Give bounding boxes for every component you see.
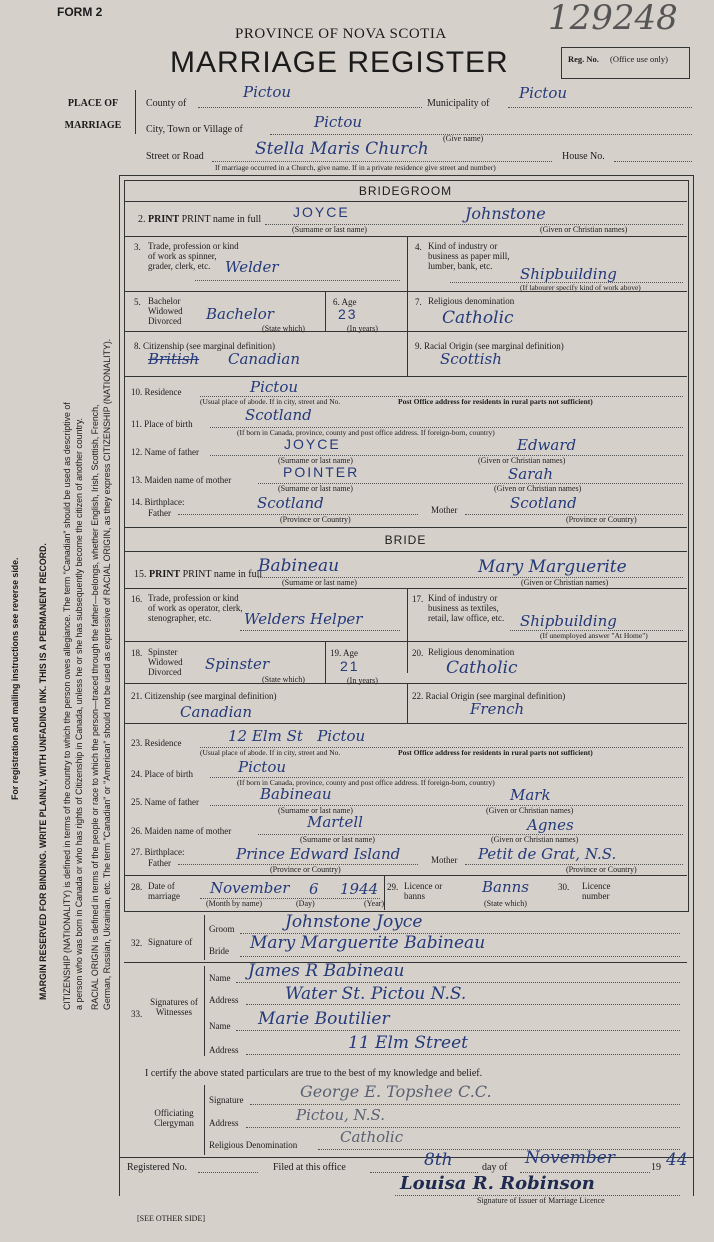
day-of-label: day of [482,1162,508,1173]
give-name-caption: (Give name) [443,134,484,143]
bride-status: Spinster [205,655,270,673]
margin-text-3: CITIZENSHIP (NATIONALITY) is defined in terms of the country to which the person owes allegiance. The term "Canadian" should be used as descriptive of [62,402,72,1010]
bride-age-label: 19. Age [330,648,359,658]
groom-trade: Welder [225,258,279,276]
groom-citizenship: Canadian [228,350,301,368]
w1-address: Water St. Pictou N.S. [285,984,467,1004]
bride-mother-label: 26. Maiden name of mother [131,826,232,836]
clergy-address-label: Address [209,1118,239,1128]
bride-sig-label: Bride [209,946,229,956]
bride-father-surname: Babineau [260,785,332,803]
licence-caption: (State which) [484,899,527,908]
issuer-caption: Signature of Issuer of Marriage Licence [477,1196,605,1205]
filed-day: 8th [424,1150,453,1170]
field-20-num: 20. [412,648,424,658]
marriage-day-caption: (Day) [296,899,315,908]
bride-age-label-text: Age [343,648,359,658]
groom-industry-note: (If labourer specify kind of work above) [520,283,641,292]
filed-year: 44 [666,1150,688,1170]
groom-birthplace-note: (If born in Canada, province, county and post office address. If foreign-born, country) [237,428,495,437]
street-label: Street or Road [146,151,204,162]
bride-father-given-caption: (Given or Christian names) [486,806,574,815]
bride-bp-mother-word: Mother [431,855,458,865]
margin-text-5: RACIAL ORIGIN is defined in terms of the people or race to which the person—traced through the father—belongs, whether English, Irish, Scottish, French, [90,404,100,1010]
bride-birthplace: Pictou [238,758,287,776]
margin-text-6: German, Russian, Ukrainian, etc. The term "Canadian" or "American" should not be used as expressive of RACIAL ORIGIN, as they express CITIZENSHIP (NATIONALITY). [102,338,112,1010]
groom-birthplace-label: 11. Place of birth [131,419,193,429]
groom-given: Johnstone [465,204,546,223]
groom-birthplace-label-text: Place of birth [144,419,193,429]
bride-bp-father: Prince Edward Island [236,845,401,863]
groom-surname-caption: (Surname or last name) [292,225,367,234]
bride-surname-caption: (Surname or last name) [282,578,357,587]
groom-religion-label: Religious denomination [428,296,515,306]
groom-mother-label-text: Maiden name of mother [144,475,232,485]
groom-bp-father-caption: (Province or Country) [280,515,351,524]
bride-residence-note-b: Post Office address for residents in rural parts not sufficient) [398,748,593,757]
groom-mother-given-caption: (Given or Christian names) [494,484,582,493]
w2-name: Marie Boutilier [258,1009,390,1029]
bride-racial: French [470,700,525,718]
licence-value: Banns [482,878,529,896]
margin-text-1: For registration and mailing instructions see reverse side. [10,557,20,800]
groom-age: 23 [338,306,358,322]
bride-bp-label-text: Birthplace: [144,847,185,857]
groom-name-label: 2. PRINT PRINT name in full [138,214,262,225]
groom-industry: Shipbuilding [520,265,617,283]
clergy-religion: Catholic [340,1128,404,1146]
bride-residence-label-text: Residence [144,738,182,748]
groom-mother-given: Sarah [508,465,553,483]
bride-trade-label: Trade, profession or kind of work as operator, clerk, stenographer, etc. [148,593,243,623]
groom-surname: JOYCE [293,204,350,220]
bride-bp-father-caption: (Province or Country) [270,865,341,874]
groom-bp-mother-caption: (Province or Country) [566,515,637,524]
place-section-label: PLACE OF MARRIAGE [64,98,122,131]
groom-bp-mother-word: Mother [431,505,458,515]
groom-racial-label-text: Racial Origin (see marginal definition) [424,341,564,351]
groom-father-surname: JOYCE [284,436,341,452]
bride-religion: Catholic [446,658,518,678]
city-label: City, Town or Village of [146,124,243,135]
bride-given: Mary Marguerite [478,557,627,577]
bride-racial-label-text: Racial Origin (see marginal definition) [425,691,566,701]
marriage-day: 6 [309,880,319,898]
bride-racial-label: 22. Racial Origin (see marginal definition) [412,691,566,701]
groom-mother-surname: POINTER [283,464,360,480]
bride-father-given: Mark [510,786,551,804]
bride-given-caption: (Given or Christian names) [521,578,609,587]
groom-birthplace: Scotland [245,406,312,424]
city-value: Pictou [314,113,363,131]
serial-number: 129248 [548,0,678,38]
bride-name-label: 15. PRINT PRINT name in full [134,569,263,580]
marriage-month: November [210,879,290,897]
w1-name-label: Name [209,973,231,983]
bride-name-label-text: PRINT name in full [182,569,263,580]
bride-industry: Shipbuilding [520,612,617,630]
bride-birthplace-note: (If born in Canada, province, county and post office address. If foreign-born, country) [237,778,495,787]
bride-residence-note: (Usual place of abode. If in city, street and No. [200,748,341,757]
groom-father-label: 12. Name of father [131,447,199,457]
clergy-signature: George E. Topshee C.C. [300,1082,492,1101]
groom-bp-label: 14. Birthplace: [131,497,185,507]
groom-status-label: Bachelor Widowed Divorced [148,296,183,326]
groom-bp-father-word: Father [148,508,171,518]
bride-surname: Babineau [258,556,340,576]
reg-no-note: (Office use only) [610,54,668,64]
filed-label: Filed at this office [273,1162,346,1173]
clergy-signature-label: Signature [209,1095,244,1105]
bride-father-label-text: Name of father [144,797,199,807]
bride-birthplace-label-text: Place of birth [144,769,193,779]
bride-mother-label-text: Maiden name of mother [144,826,232,836]
groom-father-given: Edward [517,436,577,454]
bride-signature: Mary Marguerite Babineau [250,933,486,953]
field-30-num: 30. [558,882,570,892]
groom-racial-label: 9. Racial Origin (see marginal definition) [415,341,564,351]
form-number: FORM 2 [57,5,103,19]
groom-father-label-text: Name of father [144,447,199,457]
field-33-num: 33. [131,1009,143,1019]
reg-no-label: Reg. No. [568,54,599,64]
groom-status: Bachelor [206,305,274,323]
bride-citizenship: Canadian [180,703,253,721]
groom-mother-surname-caption: (Surname or last name) [278,484,353,493]
field-3-num: 3. [134,242,141,252]
bride-father-surname-caption: (Surname or last name) [278,806,353,815]
groom-father-given-caption: (Given or Christian names) [478,456,566,465]
bride-residence-label: 23. Residence [131,738,182,748]
municipality-value: Pictou [519,84,568,102]
clergy-religion-label: Religious Denomination [209,1140,298,1150]
registered-label: Registered No. [127,1162,187,1173]
reg-no-box [561,47,690,79]
bride-bp-mother-caption: (Province or Country) [566,865,637,874]
groom-religion: Catholic [442,308,514,328]
bride-bp-father-word: Father [148,858,171,868]
w2-address-label: Address [209,1045,239,1055]
bride-mother-surname-caption: (Surname or last name) [300,835,375,844]
bride-status-caption: (State which) [262,675,305,684]
county-label: County of [146,98,187,109]
groom-status-caption: (State which) [262,324,305,333]
w2-name-label: Name [209,1021,231,1031]
licence-label: Licence or banns [404,881,443,901]
field-32-num: 32. [131,938,143,948]
witnesses-label: Signatures of Witnesses [150,997,198,1017]
groom-residence-label-text: Residence [144,387,182,397]
groom-signature: Johnstone Joyce [285,912,423,932]
groom-name-label-text: PRINT name in full [181,214,262,225]
bride-birthplace-label: 24. Place of birth [131,769,193,779]
street-value: Stella Maris Church [255,139,429,159]
groom-residence-note: (Usual place of abode. If in city, street and No. [200,397,341,406]
province-heading: PROVINCE OF NOVA SCOTIA [235,26,447,42]
filed-month: November [525,1148,615,1168]
groom-bp-father: Scotland [257,494,324,512]
groom-age-label: 6. Age [333,297,357,307]
licence-number-label: Licence number [582,881,611,901]
w1-name: James R Babineau [248,961,405,981]
bride-bp-mother: Petit de Grat, N.S. [478,845,617,863]
page-title: MARRIAGE REGISTER [170,46,509,79]
margin-text-4: a person who was born in Canada or who has rights of Citizenship in Canada, unless he or she has subsequently become the citizen of another country. [74,417,84,1010]
issuer-signature: Louisa R. Robinson [400,1173,595,1194]
groom-citizenship-struck: British [148,350,200,368]
groom-age-caption: (In years) [347,324,378,333]
bride-father-label: 25. Name of father [131,797,199,807]
municipality-label: Municipality of [427,98,490,109]
signature-of-label: Signature of [148,937,193,947]
clergy-address: Pictou, N.S. [296,1106,385,1124]
marriage-month-caption: (Month by name) [206,899,262,908]
bride-citizenship-label: 21. Citizenship (see marginal definition) [131,691,277,701]
groom-citizenship-label-text: Citizenship (see marginal definition) [143,341,276,351]
field-28-num: 28. [131,882,143,892]
see-other-side: [SEE OTHER SIDE] [137,1214,205,1223]
bride-trade: Welders Helper [244,610,363,628]
w1-address-label: Address [209,995,239,1005]
house-label: House No. [562,151,605,162]
groom-mother-label: 13. Maiden name of mother [131,475,232,485]
clergy-label: Officiating Clergyman [154,1108,194,1128]
bride-citizenship-label-text: Citizenship (see marginal definition) [144,691,277,701]
certify-text: I certify the above stated particulars are true to the best of my knowledge and belief. [145,1068,483,1079]
bride-mother-given: Agnes [527,816,574,834]
margin-text-2: MARGIN RESERVED FOR BINDING. WRITE PLAINLY, WITH UNFADING INK. THIS IS A PERMANENT RECORD. [38,543,48,1000]
place-note: If marriage occurred in a Church, give name. If in a private residence give street and number) [215,163,496,172]
groom-given-caption: (Given or Christian names) [540,225,628,234]
groom-residence-label: 10. Residence [131,387,182,397]
field-18-num: 18. [131,648,143,658]
marriage-year-caption: (Year) [364,899,385,908]
bride-bp-label: 27. Birthplace: [131,847,185,857]
bride-religion-label: Religious denomination [428,647,515,657]
field-16-num: 16. [131,594,143,604]
groom-trade-label: Trade, profession or kind of work as spinner, grader, clerk, etc. [148,241,239,271]
bride-mother-given-caption: (Given or Christian names) [491,835,579,844]
w2-address: 11 Elm Street [348,1033,468,1053]
groom-racial: Scottish [440,350,502,368]
groom-sig-label: Groom [209,924,235,934]
bride-age-caption: (In years) [347,676,378,685]
bride-heading: BRIDE [384,533,427,547]
field-29-num: 29. [387,882,399,892]
bridegroom-heading: BRIDEGROOM [358,184,453,198]
bride-age: 21 [340,658,360,674]
field-4-num: 4. [415,242,422,252]
bride-status-label: Spinster Widowed Divorced [148,647,183,677]
groom-age-label-text: Age [341,297,357,307]
year-prefix: 19 [651,1162,661,1173]
groom-bp-label-text: Birthplace: [144,497,185,507]
groom-father-surname-caption: (Surname or last name) [278,456,353,465]
marriage-year: 1944 [340,880,379,898]
groom-residence-note-b: Post Office address for residents in rural parts not sufficient) [398,397,593,406]
bride-mother-surname: Martell [307,813,363,831]
field-5-num: 5. [134,297,141,307]
bride-residence: 12 Elm St Pictou [228,727,366,745]
bride-industry-note: (If unemployed answer "At Home") [540,631,648,640]
groom-residence: Pictou [250,378,299,396]
marriage-date-label: Date of marriage [148,881,180,901]
bride-industry-label: Kind of industry or business as textiles, retail, law office, etc. [428,593,505,623]
county-value: Pictou [243,83,292,101]
groom-bp-mother: Scotland [510,494,577,512]
groom-industry-label: Kind of industry or business as paper mill, lumber, bank, etc. [428,241,510,271]
field-17-num: 17. [412,594,424,604]
field-7-num: 7. [415,297,422,307]
groom-citizenship-label: 8. Citizenship (see marginal definition) [134,341,276,351]
